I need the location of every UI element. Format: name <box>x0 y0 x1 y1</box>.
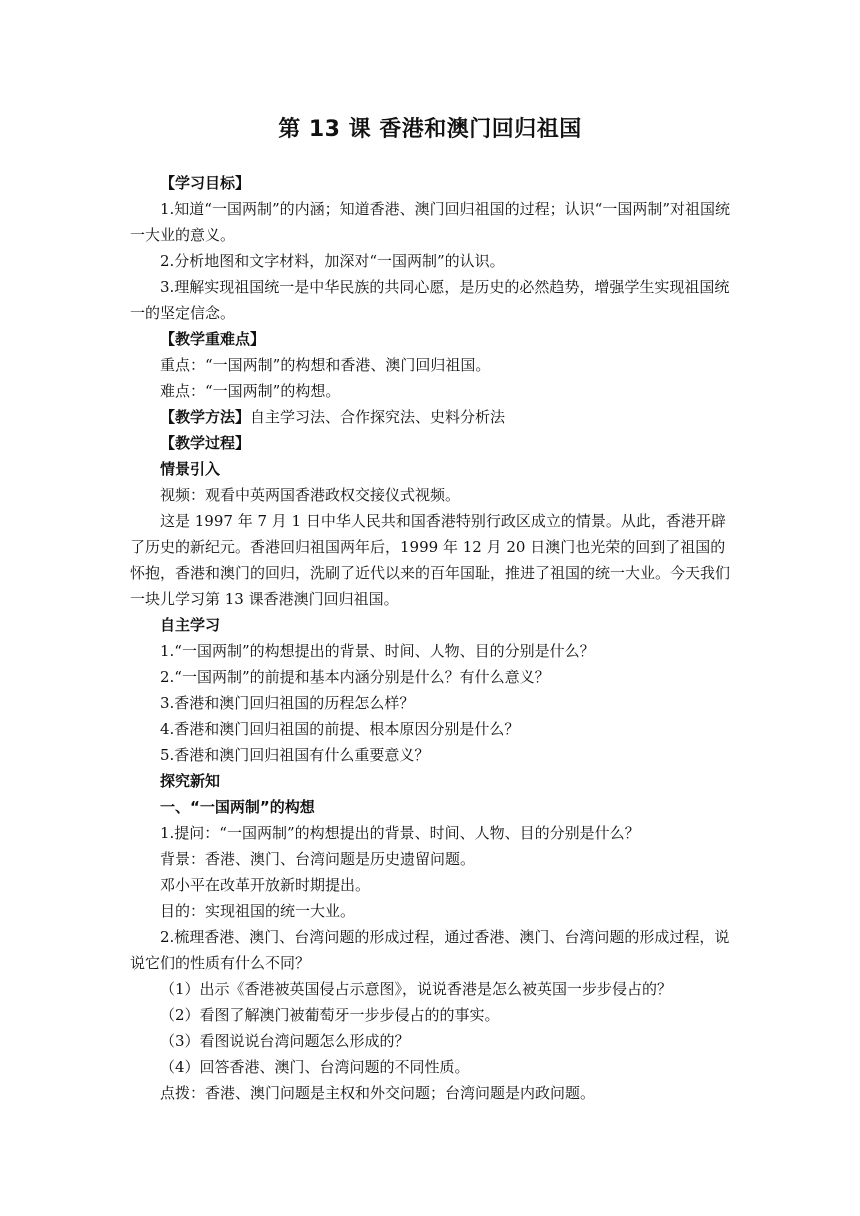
self-study-item-4: 4.香港和澳门回归祖国的前提、根本原因分别是什么？ <box>160 720 520 738</box>
methods-text: 自主学习法、合作探究法、史料分析法 <box>250 408 506 426</box>
goal-item-1: 1.知道“一国两制”的内涵；知道香港、澳门回归祖国的过程；认识“一国两制”对祖国统一大业的意义。 <box>130 200 730 244</box>
self-study-heading: 自主学习 <box>160 616 221 634</box>
key-point-focus: 重点：“一国两制”的构想和香港、澳门回归祖国。 <box>160 356 491 374</box>
intro-text: 这是 1997 年 7 月 1 日中华人民共和国香港特别行政区成立的情景。从此，香港开辟了历史的新纪元。香港回归祖国两年后，1999 年 12 月 20 日澳门也光荣的回到了祖国的怀抱，香港和澳门的回归，洗刷了近代以来的百年国耻，推进了祖国的统一大业。今天我们一块儿学习第 13 课香港澳门回归祖国。 <box>130 512 731 608</box>
self-study-item-3: 3.香港和澳门回归祖国的历程怎么样？ <box>160 694 415 712</box>
key-point-difficulty: 难点：“一国两制”的构想。 <box>160 382 341 400</box>
self-study-item-5: 5.香港和澳门回归祖国有什么重要意义？ <box>160 746 430 764</box>
process-heading: 【教学过程】 <box>160 434 251 452</box>
section1-heading: 一、“一国两制”的构想 <box>160 798 315 816</box>
sub-item-3: （3）看图说说台湾问题怎么形成的？ <box>160 1032 410 1050</box>
sub-item-4: （4）回答香港、澳门、台湾问题的不同性质。 <box>160 1058 470 1076</box>
hint-line: 点拨：香港、澳门问题是主权和外交问题；台湾问题是内政问题。 <box>160 1084 596 1102</box>
sub-item-1: （1）出示《香港被英国侵占示意图》，说说香港是怎么被英国一步步侵占的？ <box>160 980 673 998</box>
self-study-item-1: 1.“一国两制”的构想提出的背景、时间、人物、目的分别是什么？ <box>160 642 595 660</box>
methods-line <box>130 404 732 430</box>
question-1: 1.提问：“一国两制”的构想提出的背景、时间、人物、目的分别是什么？ <box>160 824 640 842</box>
intro-heading: 情景引入 <box>160 460 221 478</box>
sub-item-2: （2）看图了解澳门被葡萄牙一步步侵占的的事实。 <box>160 1006 500 1024</box>
self-study-item-2: 2.“一国两制”的前提和基本内涵分别是什么？有什么意义？ <box>160 668 550 686</box>
purpose-line: 目的：实现祖国的统一大业。 <box>160 902 356 920</box>
methods-heading: 【教学方法】 <box>160 408 251 426</box>
goals-heading: 【学习目标】 <box>160 174 251 192</box>
page-title: 第 13 课 香港和澳门回归祖国 <box>278 117 582 142</box>
background-line: 背景：香港、澳门、台湾问题是历史遗留问题。 <box>160 850 476 868</box>
document-body <box>130 170 732 1106</box>
key-points-heading: 【教学重难点】 <box>160 330 266 348</box>
person-line: 邓小平在改革开放新时期提出。 <box>160 876 371 894</box>
explore-heading: 探究新知 <box>160 772 221 790</box>
goal-item-2: 2.分析地图和文字材料，加深对“一国两制”的认识。 <box>160 252 505 270</box>
goal-item-3: 3.理解实现祖国统一是中华民族的共同心愿，是历史的必然趋势，增强学生实现祖国统一的坚定信念。 <box>130 278 730 322</box>
question-2: 2.梳理香港、澳门、台湾问题的形成过程，通过香港、澳门、台湾问题的形成过程，说说它们的性质有什么不同？ <box>130 928 730 972</box>
intro-video: 视频：观看中英两国香港政权交接仪式视频。 <box>160 486 461 504</box>
